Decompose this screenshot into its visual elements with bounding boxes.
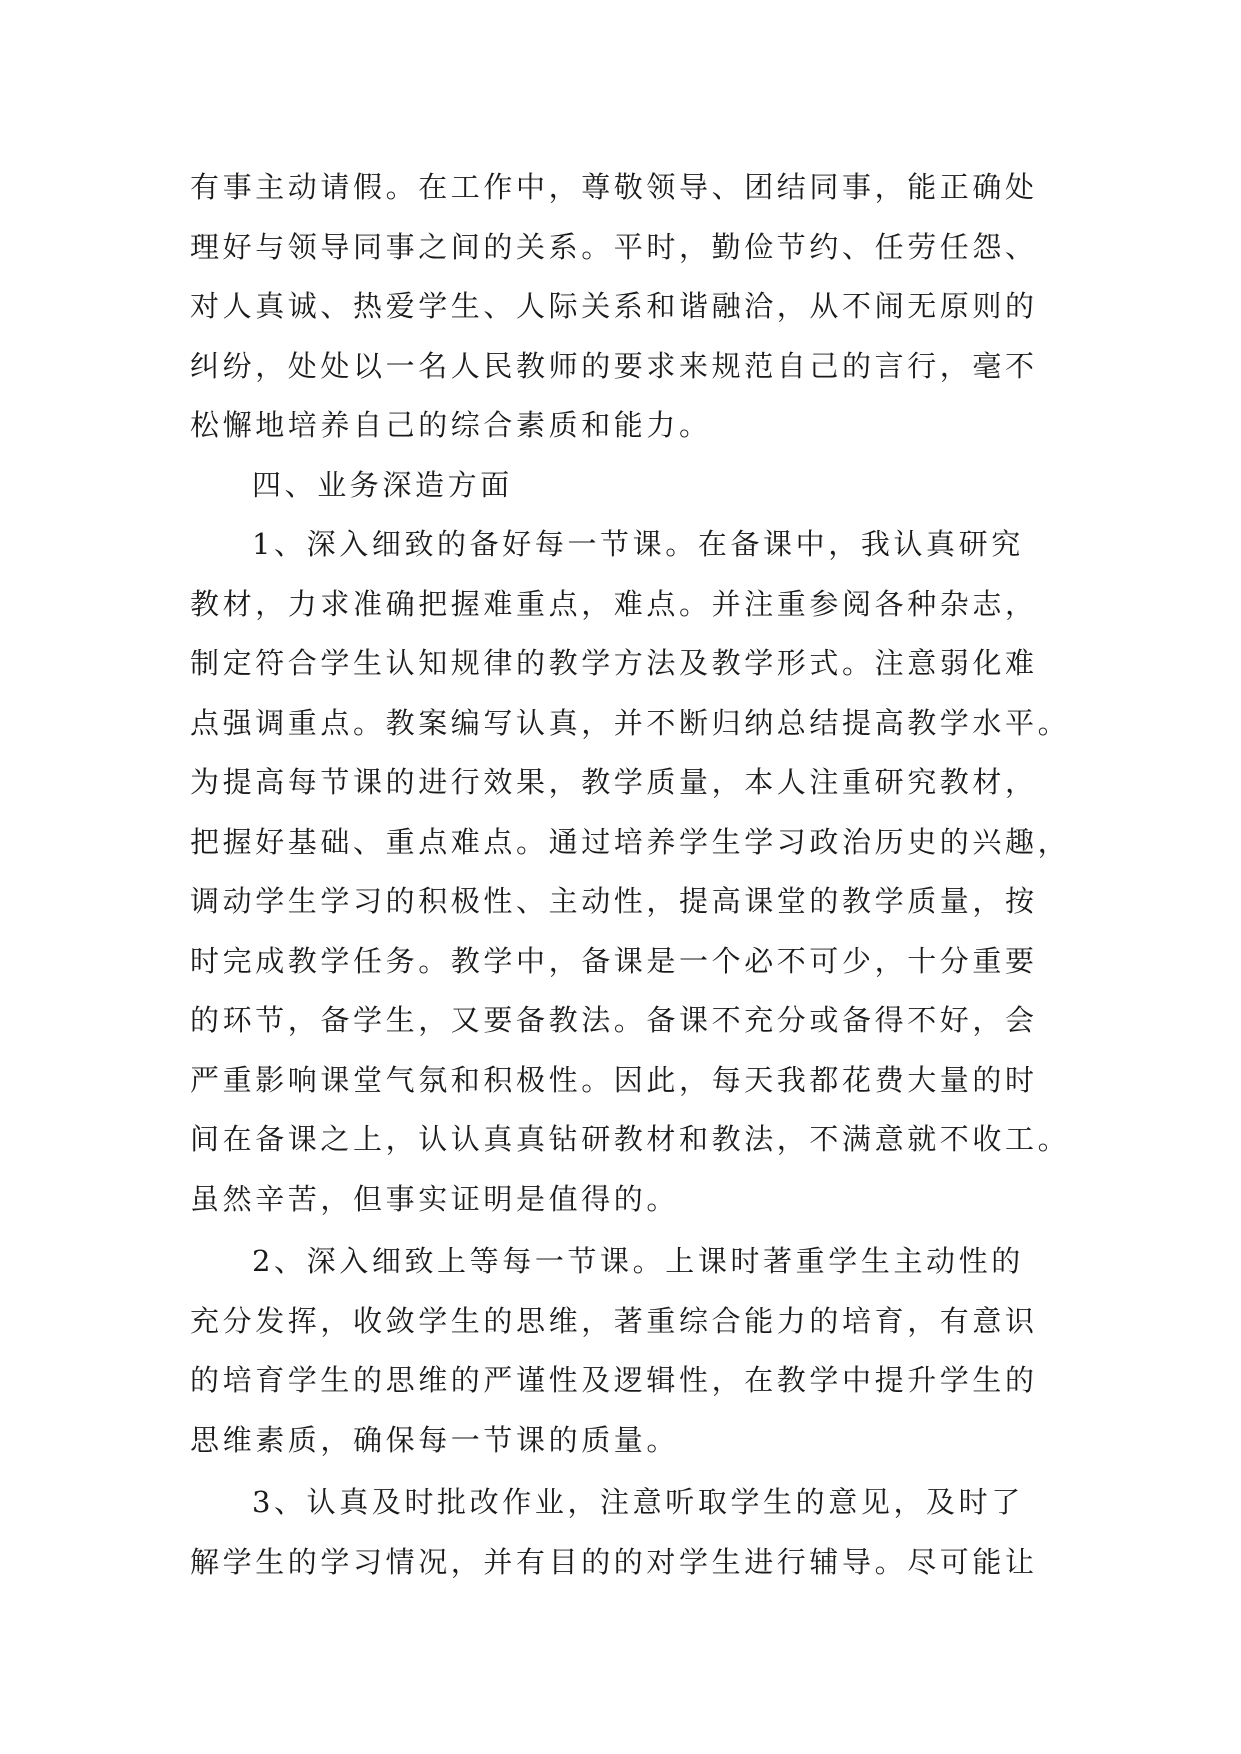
text-line: 严重影响课堂气氛和积极性。因此，每天我都花费大量的时 (190, 1062, 1038, 1097)
text-line: 松懈地培养自己的综合素质和能力。 (190, 408, 712, 442)
section-heading: 四、业务深造方面 (252, 467, 513, 502)
text-line: 纠纷，处处以一名人民教师的要求来规范自己的言行，毫不 (190, 348, 1038, 383)
text-line: 虽然辛苦，但事实证明是值得的。 (190, 1181, 680, 1216)
paragraph-start-line: 2、深入细致上等每一节课。上课时著重学生主动性的 (252, 1244, 1024, 1278)
text-line: 解学生的学习情况，并有目的的对学生进行辅导。尽可能让 (190, 1544, 1038, 1579)
text-line: 调动学生学习的积极性、主动性，提高课堂的教学质量，按 (190, 884, 1038, 918)
text-line: 的环节，备学生，又要备教法。备课不充分或备得不好，会 (190, 1003, 1038, 1037)
text-line: 把握好基础、重点难点。通过培养学生学习政治历史的兴趣， (190, 824, 1071, 859)
text-line: 间在备课之上，认认真真钻研教材和教法，不满意就不收工。 (190, 1122, 1071, 1156)
paragraph-start-line: 1、深入细致的备好每一节课。在备课中，我认真研究 (252, 527, 1024, 561)
text-line: 对人真诚、热爱学生、人际关系和谐融洽，从不闹无原则的 (190, 289, 1038, 323)
text-line: 思维素质，确保每一节课的质量。 (190, 1422, 680, 1457)
text-line: 制定符合学生认知规律的教学方法及教学形式。注意弱化难 (190, 646, 1038, 680)
text-line: 充分发挥，收敛学生的思维，著重综合能力的培育，有意识 (190, 1303, 1038, 1338)
document-body (190, 158, 1071, 1592)
text-line: 为提高每节课的进行效果，教学质量，本人注重研究教材， (190, 765, 1038, 799)
text-line: 时完成教学任务。教学中，备课是一个必不可少，十分重要 (190, 943, 1038, 978)
text-line: 有事主动请假。在工作中，尊敬领导、团结同事，能正确处 (190, 170, 1038, 204)
text-line: 点强调重点。教案编写认真，并不断归纳总结提高教学水平。 (190, 705, 1071, 740)
text-line: 理好与领导同事之间的关系。平时，勤俭节约、任劳任怨、 (190, 229, 1038, 264)
paragraph-start-line: 3、认真及时批改作业，注意听取学生的意见，及时了 (252, 1485, 1024, 1519)
text-line: 教材，力求准确把握难重点，难点。并注重参阅各种杂志， (190, 586, 1038, 621)
text-line: 的培育学生的思维的严谨性及逻辑性，在教学中提升学生的 (190, 1363, 1038, 1397)
